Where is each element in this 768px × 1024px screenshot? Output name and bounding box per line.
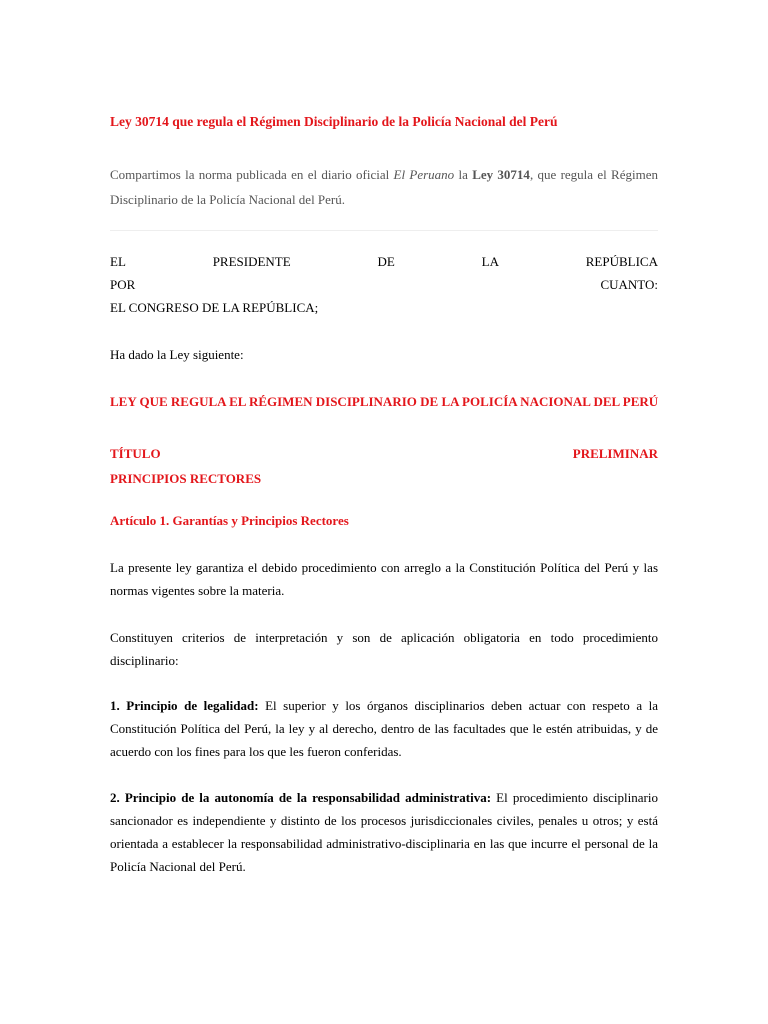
principle-2-label: 2. Principio de la autonomía de la responsabilidad administrativa: [110, 790, 492, 805]
titulo-word: PRELIMINAR [572, 446, 658, 461]
heading-word: POR [110, 277, 136, 292]
page-title: Ley 30714 que regula el Régimen Disciplinario de la Policía Nacional del Perú [110, 114, 558, 129]
newspaper-name: El Peruano [393, 167, 455, 182]
principle-1-label: 1. Principio de legalidad: [110, 698, 259, 713]
intro-paragraph [110, 162, 658, 212]
principle-1 [110, 694, 658, 763]
intro-text-2: la [454, 167, 473, 182]
principle-1-text: El superior y los órganos disciplinarios deben actuar con respeto a la Constitución Política del Perú, la ley y al derecho, dentro de las facultades que le estén atribuidas, y de acuerdo con los fines para los que les fueron conferidas. [110, 698, 659, 759]
heading-line-1 [110, 254, 658, 270]
principle-2 [110, 786, 658, 878]
heading-line-2 [110, 277, 658, 293]
heading-word: REPÚBLICA [585, 254, 658, 269]
paragraph-1: La presente ley garantiza el debido procedimiento con arreglo a la Constitución Política del Perú y las normas vigentes sobre la materia. [110, 560, 658, 598]
given-line: Ha dado la Ley siguiente: [110, 347, 244, 362]
principle-2-text: El procedimiento disciplinario sancionador es independiente y distinto de los procesos jurisdiccionales civiles, penales u otros; y está orientada a establecer la responsabilidad administrativo-disciplinaria en las que incurre el personal de la Policía Nacional del Perú. [110, 790, 658, 874]
intro-text-1: Compartimos la norma publicada en el diario oficial [110, 167, 394, 182]
divider [110, 230, 658, 231]
heading-word: PRESIDENTE [212, 254, 291, 269]
law-number: Ley 30714 [472, 167, 530, 182]
titulo-word: TÍTULO [110, 446, 161, 461]
heading-word: CUANTO: [600, 277, 658, 292]
heading-line-3: EL CONGRESO DE LA REPÚBLICA; [110, 300, 319, 315]
article-1-heading: Artículo 1. Garantías y Principios Rectores [110, 513, 349, 528]
principios-heading: PRINCIPIOS RECTORES [110, 471, 262, 486]
heading-word: EL [110, 254, 126, 269]
heading-word: DE [377, 254, 395, 269]
law-title: LEY QUE REGULA EL RÉGIMEN DISCIPLINARIO DE LA POLICÍA NACIONAL DEL PERÚ [110, 394, 659, 409]
heading-word: LA [481, 254, 499, 269]
titulo-line [110, 446, 658, 462]
paragraph-2: Constituyen criterios de interpretación y son de aplicación obligatoria en todo procedimiento disciplinario: [110, 630, 658, 668]
intro-text-3: , que regula el Régimen Disciplinario de la Policía Nacional del Perú. [110, 167, 658, 207]
